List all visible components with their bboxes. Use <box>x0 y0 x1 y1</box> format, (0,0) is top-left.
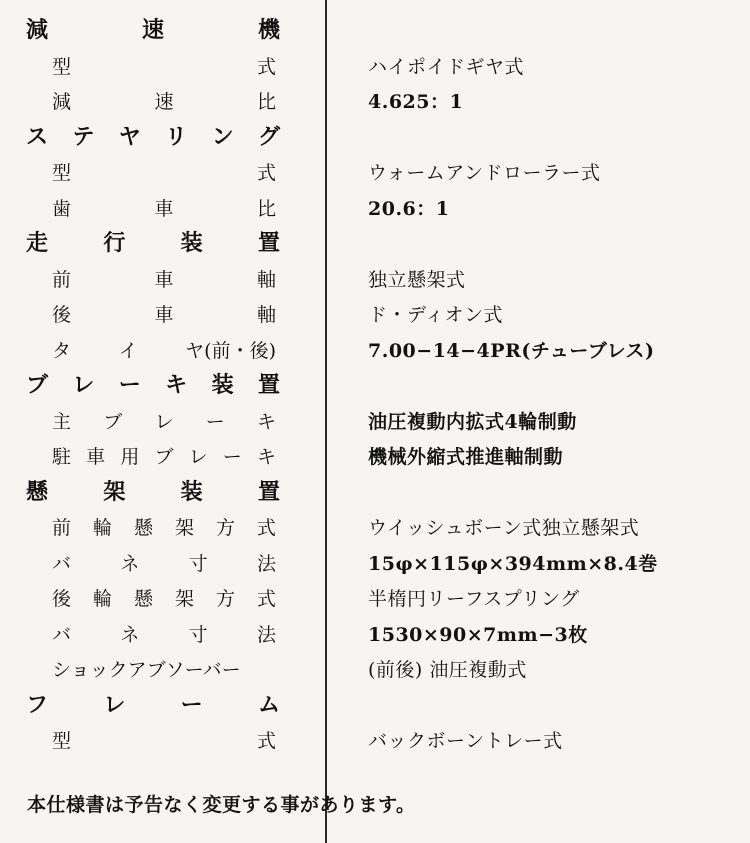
label-char: 式 <box>256 517 276 539</box>
spec-label <box>52 657 276 683</box>
label-char: ショックアブソーバー <box>52 659 241 681</box>
spec-row <box>0 261 750 297</box>
spec-value: 機械外縮式推進軸制動 <box>368 446 564 468</box>
spec-value: ド・ディオン式 <box>368 304 503 326</box>
spec-label <box>52 586 276 612</box>
section-row <box>0 367 750 403</box>
label-char: 歯 <box>52 197 72 220</box>
spec-label <box>52 89 276 115</box>
label-char: 方 <box>215 588 235 610</box>
label-char: レ <box>188 446 208 468</box>
label-char: 寸 <box>188 623 208 646</box>
heading-char: 置 <box>257 231 280 256</box>
label-char: キ <box>256 446 276 468</box>
section-heading <box>26 692 280 720</box>
spec-value: 油圧複動内拡式4輪制動 <box>368 410 577 433</box>
heading-char: 置 <box>257 479 280 505</box>
heading-char: ー <box>118 373 141 398</box>
spec-value: 1530×90×7mm−3枚 <box>368 623 588 646</box>
heading-char: グ <box>257 124 280 150</box>
spec-row <box>0 332 750 368</box>
section-heading <box>26 230 280 258</box>
heading-char: 架 <box>103 479 126 505</box>
label-char: 車 <box>154 304 174 326</box>
heading-char: ヤ <box>118 124 141 150</box>
spec-label <box>52 728 276 754</box>
label-char: 型 <box>52 162 72 184</box>
section-heading <box>26 124 280 152</box>
spec-row <box>0 83 750 119</box>
label-char: 軸 <box>256 304 276 326</box>
spec-row <box>0 722 750 758</box>
section-row <box>0 12 750 48</box>
spec-row <box>0 651 750 687</box>
spec-label <box>52 54 276 80</box>
heading-char: 行 <box>103 231 126 256</box>
label-char: バ <box>52 552 72 575</box>
label-char: 型 <box>52 55 72 78</box>
label-char: 速 <box>154 91 174 113</box>
heading-char: 装 <box>180 479 203 505</box>
heading-char: ー <box>180 692 203 718</box>
spec-row <box>0 48 750 84</box>
label-char: ー <box>205 410 225 433</box>
label-char: 式 <box>256 55 276 78</box>
heading-char: 装 <box>180 231 203 256</box>
spec-value: ウォームアンドローラー式 <box>368 162 601 184</box>
label-char: 後 <box>52 588 72 610</box>
spec-value: 15φ×115φ×394mm×8.4巻 <box>368 552 658 575</box>
spec-row <box>0 438 750 474</box>
label-char: レ <box>154 410 174 433</box>
heading-char: 走 <box>26 231 49 256</box>
spec-label <box>52 338 276 364</box>
heading-char: テ <box>72 124 95 150</box>
label-char: 前 <box>52 268 72 291</box>
footer-note: 本仕様書は予告なく変更する事があります。 <box>27 794 416 816</box>
section-row <box>0 687 750 723</box>
label-char: 式 <box>256 162 276 184</box>
label-char: 方 <box>215 517 235 539</box>
label-char: 比 <box>256 197 276 220</box>
label-char: ネ <box>120 552 140 575</box>
heading-char: 懸 <box>26 479 49 505</box>
section-heading <box>26 479 280 507</box>
label-char: 車 <box>154 197 174 220</box>
heading-char: ム <box>257 692 280 718</box>
section-row <box>0 119 750 155</box>
label-char: ブ <box>154 446 174 468</box>
section-row <box>0 225 750 261</box>
heading-char: 装 <box>211 373 234 398</box>
label-char: 寸 <box>188 552 208 575</box>
spec-value: 半楕円リーフスプリング <box>368 588 580 610</box>
label-char: 輪 <box>92 588 112 610</box>
label-char: 車 <box>154 268 174 291</box>
spec-value: ハイポイドギヤ式 <box>368 55 525 78</box>
label-char: 減 <box>52 91 72 113</box>
heading-char: 機 <box>257 18 280 43</box>
label-char: バ <box>52 623 72 646</box>
label-char: 比 <box>256 91 276 113</box>
section-row <box>0 474 750 510</box>
heading-char: ブ <box>26 373 49 398</box>
spec-row <box>0 580 750 616</box>
spec-label <box>52 444 276 470</box>
label-char: 主 <box>52 410 72 433</box>
label-char: ブ <box>103 410 123 433</box>
spec-value: 7.00−14−4PR(チューブレス) <box>368 339 655 362</box>
label-char: 前 <box>52 517 72 539</box>
spec-row <box>0 403 750 439</box>
section-heading <box>26 372 280 400</box>
spec-value: 独立懸架式 <box>368 268 466 291</box>
label-char: 式 <box>256 730 276 752</box>
heading-char: レ <box>103 692 126 718</box>
heading-char: レ <box>72 373 95 398</box>
heading-char: ス <box>26 124 49 150</box>
spec-value: 20.6：1 <box>368 197 450 220</box>
label-char: 型 <box>52 730 72 752</box>
label-char: 法 <box>256 552 276 575</box>
label-char: 架 <box>174 517 194 539</box>
spec-label <box>52 515 276 541</box>
heading-char: キ <box>165 373 188 398</box>
spec-row <box>0 616 750 652</box>
spec-row <box>0 154 750 190</box>
label-char: 輪 <box>92 517 112 539</box>
label-char: 法 <box>256 623 276 646</box>
spec-table <box>0 12 750 758</box>
spec-value: 4.625：1 <box>368 91 464 113</box>
label-char: 軸 <box>256 268 276 291</box>
label-char: ー <box>222 446 242 468</box>
section-heading <box>26 17 280 45</box>
label-char: キ <box>256 410 276 433</box>
heading-char: 減 <box>26 18 49 43</box>
spec-label <box>52 622 276 648</box>
spec-value: (前後) 油圧複動式 <box>368 659 527 681</box>
spec-label <box>52 551 276 577</box>
heading-char: フ <box>26 692 49 718</box>
spec-label <box>52 196 276 222</box>
spec-row <box>0 296 750 332</box>
heading-char: リ <box>165 124 188 150</box>
spec-label <box>52 409 276 435</box>
heading-char: 置 <box>257 373 280 398</box>
spec-label <box>52 160 276 186</box>
label-char: イ <box>118 339 138 362</box>
label-char: タ <box>52 339 72 362</box>
spec-value: バックボーントレー式 <box>368 730 563 752</box>
heading-char: 速 <box>141 18 164 43</box>
label-char: ヤ(前・後) <box>185 339 276 362</box>
label-char: 用 <box>120 446 140 468</box>
spec-row <box>0 190 750 226</box>
label-char: 車 <box>86 446 106 468</box>
spec-value: ウイッシュボーン式独立懸架式 <box>368 517 640 539</box>
spec-label <box>52 302 276 328</box>
label-char: 後 <box>52 304 72 326</box>
label-char: 駐 <box>52 446 72 468</box>
label-char: 架 <box>174 588 194 610</box>
spec-row <box>0 509 750 545</box>
label-char: 懸 <box>133 588 153 610</box>
label-char: ネ <box>120 623 140 646</box>
heading-char: ン <box>211 124 234 150</box>
spec-row <box>0 545 750 581</box>
label-char: 式 <box>256 588 276 610</box>
label-char: 懸 <box>133 517 153 539</box>
spec-label <box>52 267 276 293</box>
